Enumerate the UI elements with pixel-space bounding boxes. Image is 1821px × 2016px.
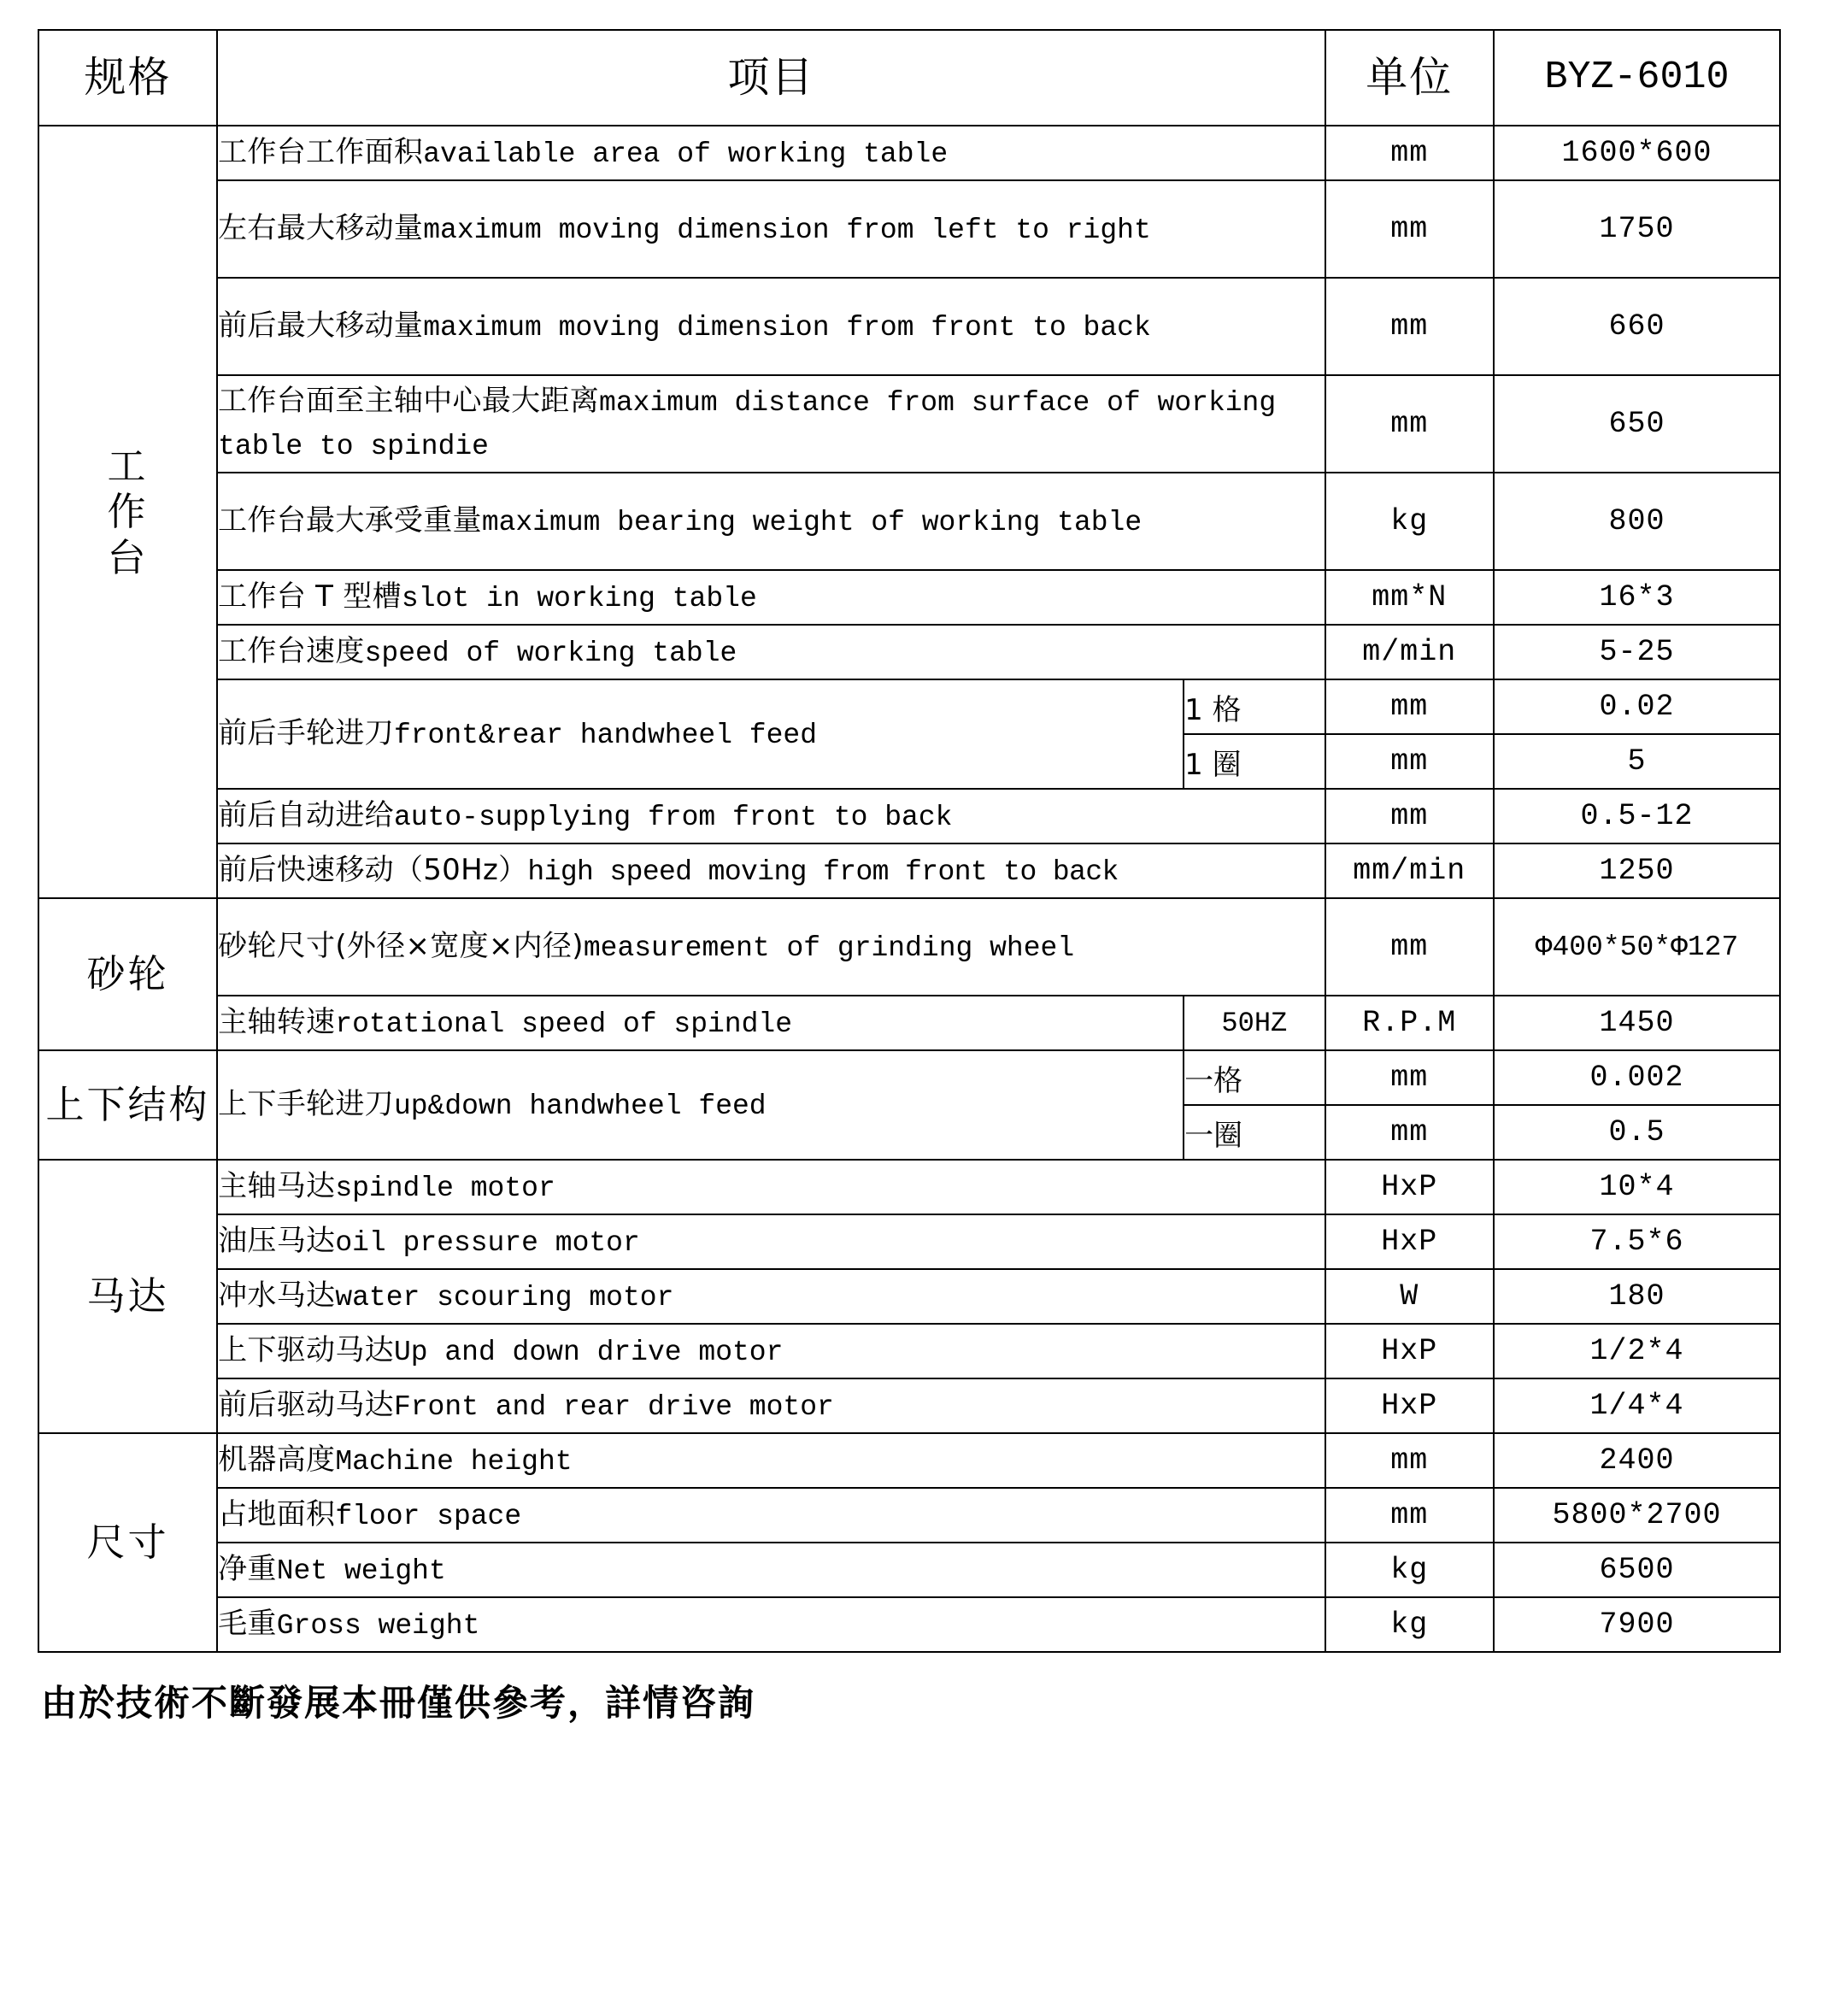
item-en: Net weight — [276, 1555, 446, 1587]
item-cn: 主轴转速 — [218, 1004, 336, 1039]
table-row — [38, 375, 1780, 473]
item-label — [217, 1324, 1325, 1378]
item-en: maximum bearing weight of working table — [481, 506, 1143, 538]
unit-value: m/min — [1325, 625, 1494, 679]
spec-value: 6500 — [1494, 1543, 1780, 1597]
spec-value: 1/2*4 — [1494, 1324, 1780, 1378]
unit-value: kg — [1325, 473, 1494, 570]
group-label-motor-text: 马达 — [86, 1273, 169, 1320]
item-en: Front and rear drive motor — [393, 1390, 834, 1423]
item-cn: 砂轮尺寸(外径×宽度×内径) — [218, 928, 584, 963]
item-en: Machine height — [335, 1445, 573, 1478]
group-label-dimensions — [38, 1433, 217, 1652]
table-row — [38, 1378, 1780, 1433]
item-cn: 工作台最大承受重量 — [218, 503, 482, 538]
item-label — [217, 1378, 1325, 1433]
item-cn: 工作台工作面积 — [218, 134, 424, 169]
spec-value: 10*4 — [1494, 1160, 1780, 1214]
spec-value: 1/4*4 — [1494, 1378, 1780, 1433]
table-row — [38, 1433, 1780, 1488]
item-label — [217, 625, 1325, 679]
item-label — [217, 473, 1325, 570]
table-row — [38, 126, 1780, 180]
item-cn: 工作台面至主轴中心最大距离 — [218, 384, 600, 419]
item-en: auto-supplying from front to back — [393, 801, 953, 833]
spec-value: 1450 — [1494, 996, 1780, 1050]
item-label — [217, 679, 1184, 789]
item-en: Up and down drive motor — [393, 1336, 784, 1368]
unit-value: mm*N — [1325, 570, 1494, 625]
group-label-grinding-wheel — [38, 898, 217, 1050]
table-row — [38, 1597, 1780, 1652]
item-cn: 前后驱动马达 — [218, 1387, 394, 1422]
item-label — [217, 898, 1325, 996]
spec-value: 1750 — [1494, 180, 1780, 278]
spec-value: Φ400*50*Φ127 — [1494, 898, 1780, 996]
item-cn: 前后最大移动量 — [218, 308, 424, 343]
item-label — [217, 1269, 1325, 1324]
header-unit: 单位 — [1325, 30, 1494, 126]
spec-value: 0.002 — [1494, 1050, 1780, 1105]
item-cn: 左右最大移动量 — [218, 210, 424, 245]
spec-value: 1250 — [1494, 843, 1780, 898]
item-label — [217, 996, 1184, 1050]
table-row — [38, 789, 1780, 843]
item-label — [217, 1597, 1325, 1652]
item-cn: 前后快速移动（50Hz） — [218, 852, 528, 887]
item-label — [217, 1214, 1325, 1269]
table-row — [38, 1160, 1780, 1214]
unit-value: mm — [1325, 1433, 1494, 1488]
item-en: high speed moving from front to back — [527, 855, 1119, 888]
unit-value: mm — [1325, 278, 1494, 375]
spec-value: 180 — [1494, 1269, 1780, 1324]
spec-value: 5800*2700 — [1494, 1488, 1780, 1543]
group-label-motor — [38, 1160, 217, 1433]
item-en: measurement of grinding wheel — [583, 932, 1075, 964]
item-cn: 工作台速度 — [218, 633, 365, 668]
item-en: rotational speed of spindle — [335, 1008, 793, 1040]
item-label — [217, 789, 1325, 843]
spec-value: 7900 — [1494, 1597, 1780, 1652]
unit-value: kg — [1325, 1597, 1494, 1652]
unit-value: mm — [1325, 1050, 1494, 1105]
table-row — [38, 473, 1780, 570]
spec-value: 2400 — [1494, 1433, 1780, 1488]
sub-label: 1 圈 — [1184, 734, 1325, 789]
spec-value: 5-25 — [1494, 625, 1780, 679]
item-en: spindle motor — [335, 1172, 555, 1204]
item-en: maximum moving dimension from left to right — [423, 214, 1151, 246]
spec-value: 5 — [1494, 734, 1780, 789]
item-cn: 占地面积 — [218, 1496, 336, 1531]
sub-label: 一圈 — [1184, 1105, 1325, 1160]
item-label — [217, 1160, 1325, 1214]
item-en: oil pressure motor — [335, 1226, 640, 1259]
table-row — [38, 1488, 1780, 1543]
item-label — [217, 375, 1325, 473]
specification-table — [38, 29, 1781, 1653]
item-en: available area of working table — [423, 138, 949, 170]
item-cn: 前后手轮进刀 — [218, 715, 394, 750]
item-label — [217, 278, 1325, 375]
item-cn: 主轴马达 — [218, 1168, 336, 1203]
footnote: 由於技術不斷發展本冊僅供參考，詳情咨詢 — [41, 1682, 756, 1724]
unit-value: HxP — [1325, 1160, 1494, 1214]
item-en: maximum moving dimension from front to back — [423, 311, 1151, 344]
item-label — [217, 843, 1325, 898]
item-label — [217, 1433, 1325, 1488]
table-row — [38, 625, 1780, 679]
table-row — [38, 1050, 1780, 1105]
sub-label: 1 格 — [1184, 679, 1325, 734]
unit-value: mm — [1325, 1105, 1494, 1160]
item-cn: 冲水马达 — [218, 1278, 336, 1313]
table-row — [38, 1543, 1780, 1597]
unit-value: R.P.M — [1325, 996, 1494, 1050]
item-label — [217, 570, 1325, 625]
item-en: slot in working table — [401, 582, 757, 614]
item-cn: 净重 — [218, 1551, 277, 1586]
unit-value: kg — [1325, 1543, 1494, 1597]
spec-value: 0.5-12 — [1494, 789, 1780, 843]
item-label — [217, 180, 1325, 278]
group-label-dimensions-text: 尺寸 — [86, 1519, 169, 1566]
spec-value: 800 — [1494, 473, 1780, 570]
sub-label: 50HZ — [1184, 996, 1325, 1050]
header-model: BYZ-6010 — [1494, 30, 1780, 126]
item-cn: 上下手轮进刀 — [218, 1086, 394, 1121]
item-label — [217, 126, 1325, 180]
spec-value: 7.5*6 — [1494, 1214, 1780, 1269]
group-label-updown-structure-text: 上下结构 — [45, 1082, 210, 1128]
item-cn: 工作台 T 型槽 — [218, 579, 402, 614]
table-row — [38, 679, 1780, 734]
unit-value: mm — [1325, 1488, 1494, 1543]
item-en: Gross weight — [276, 1609, 480, 1642]
item-cn: 油压马达 — [218, 1223, 336, 1258]
table-row — [38, 278, 1780, 375]
item-en: floor space — [335, 1500, 522, 1532]
item-cn: 上下驱动马达 — [218, 1332, 394, 1367]
unit-value: HxP — [1325, 1324, 1494, 1378]
unit-value: mm — [1325, 180, 1494, 278]
spec-value: 660 — [1494, 278, 1780, 375]
table-row — [38, 843, 1780, 898]
spec-value: 650 — [1494, 375, 1780, 473]
spec-value: 1600*600 — [1494, 126, 1780, 180]
table-row — [38, 996, 1780, 1050]
item-label — [217, 1488, 1325, 1543]
item-cn: 前后自动进给 — [218, 797, 394, 832]
group-label-working-table — [38, 126, 217, 898]
table-row — [38, 898, 1780, 996]
item-en: up&down handwheel feed — [393, 1090, 767, 1122]
unit-value: mm — [1325, 734, 1494, 789]
table-row — [38, 180, 1780, 278]
spec-value: 16*3 — [1494, 570, 1780, 625]
unit-value: HxP — [1325, 1378, 1494, 1433]
header-item: 项目 — [217, 30, 1325, 126]
item-cn: 毛重 — [218, 1606, 277, 1641]
group-label-working-table-text: 工作台 — [107, 444, 149, 580]
unit-value: W — [1325, 1269, 1494, 1324]
unit-value: mm — [1325, 789, 1494, 843]
unit-value: mm — [1325, 375, 1494, 473]
sub-label: 一格 — [1184, 1050, 1325, 1105]
table-header-row — [38, 30, 1780, 126]
header-spec: 规格 — [38, 30, 217, 126]
table-row — [38, 1269, 1780, 1324]
item-label — [217, 1050, 1184, 1160]
table-row — [38, 1214, 1780, 1269]
item-en: speed of working table — [364, 637, 737, 669]
item-en: water scouring motor — [335, 1281, 674, 1314]
item-en: maximum distance from surface of working table to spindie — [218, 387, 1277, 462]
spec-value: 0.02 — [1494, 679, 1780, 734]
unit-value: HxP — [1325, 1214, 1494, 1269]
table-row — [38, 570, 1780, 625]
item-label — [217, 1543, 1325, 1597]
unit-value: mm — [1325, 898, 1494, 996]
unit-value: mm — [1325, 679, 1494, 734]
item-en: front&rear handwheel feed — [393, 719, 818, 751]
unit-value: mm/min — [1325, 843, 1494, 898]
group-label-updown-structure — [38, 1050, 217, 1160]
item-cn: 机器高度 — [218, 1442, 336, 1477]
group-label-grinding-wheel-text: 砂轮 — [86, 951, 169, 997]
table-row — [38, 1324, 1780, 1378]
unit-value: mm — [1325, 126, 1494, 180]
spec-value: 0.5 — [1494, 1105, 1780, 1160]
